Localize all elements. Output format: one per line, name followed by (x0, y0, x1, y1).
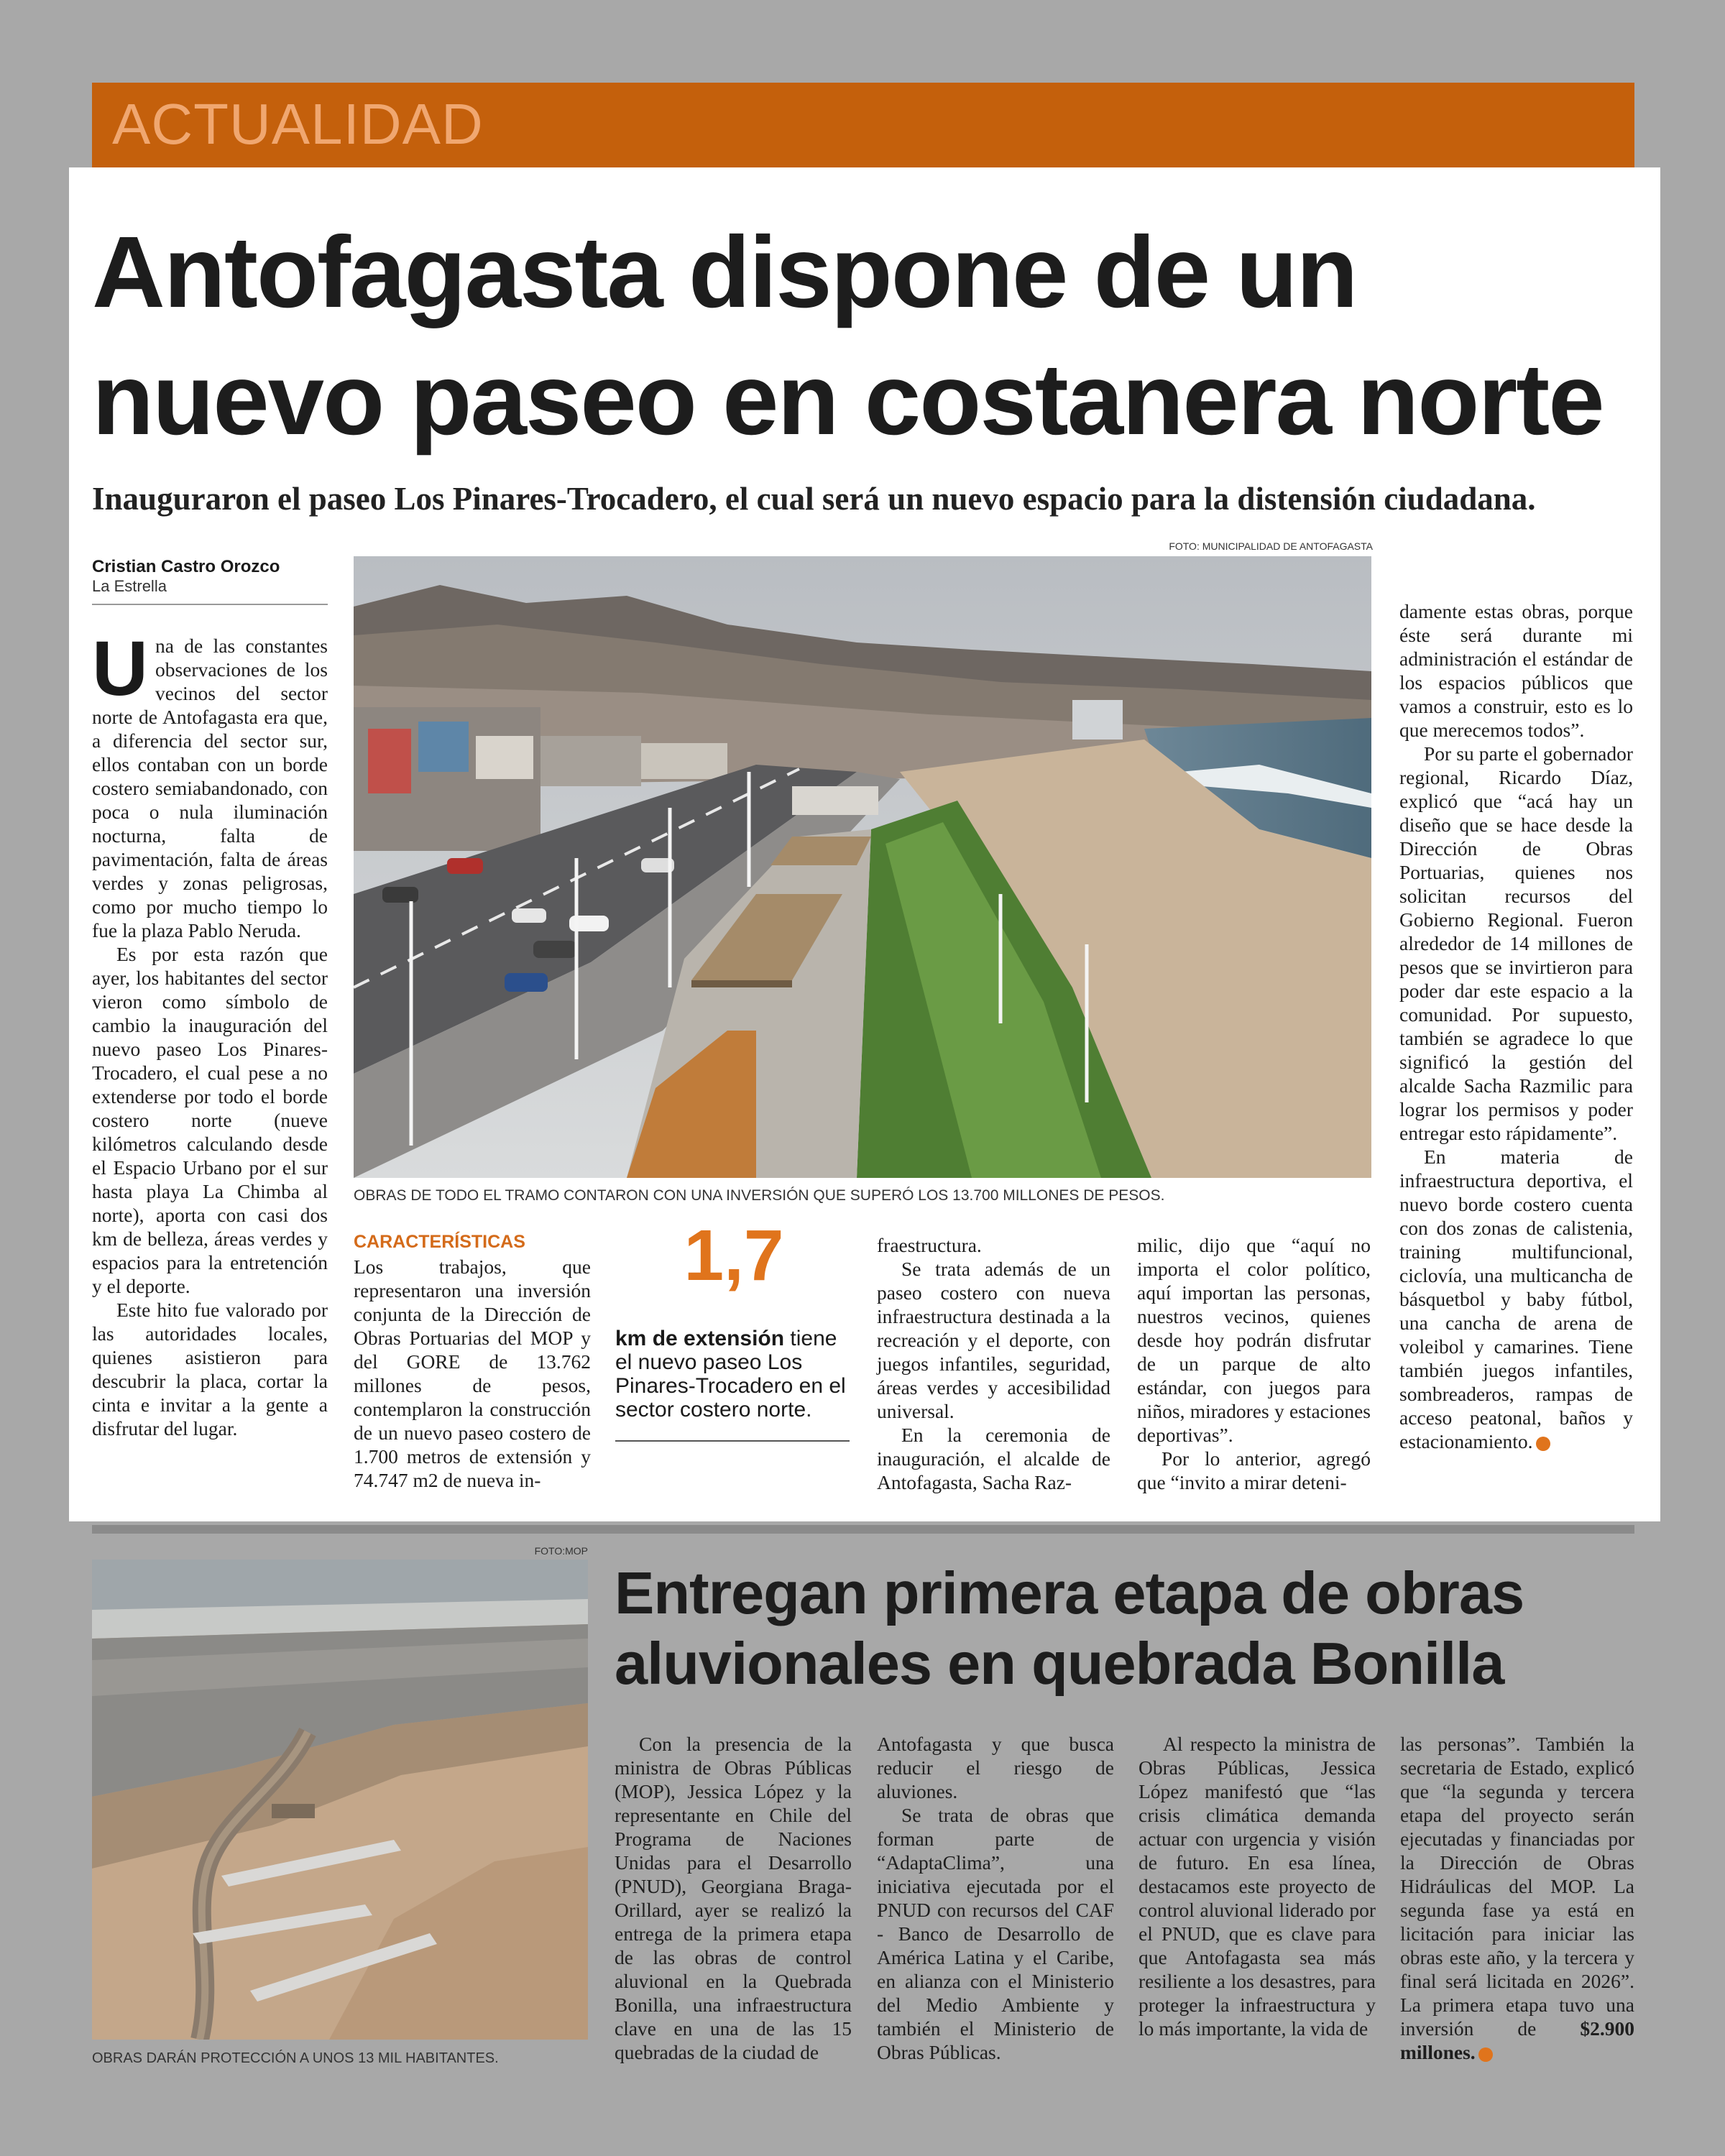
byline-author: Cristian Castro Orozco (92, 557, 280, 576)
article-headline: Antofagasta dispone de un nuevo paseo en costanera norte (92, 215, 1604, 456)
photo-caption: OBRAS DARÁN PROTECCIÓN A UNOS 13 MIL HABITANTES. (92, 2050, 499, 2066)
body-column-5 (1399, 599, 1633, 1453)
end-mark-icon (1478, 2047, 1493, 2062)
article-deck: Inauguraron el paseo Los Pinares-Trocadero, el cual será un nuevo espacio para la distensión ciudadana. (92, 481, 1536, 517)
body-column-3 (1138, 1732, 1376, 2040)
paragraph: damente estas obras, porque éste será durante mi administración el estándar de los espacios públicos que vamos a construir, esto es lo que merecemos todos”. (1399, 600, 1633, 741)
photo-credit: FOTO:MOP (534, 1545, 588, 1557)
promenade-photo (354, 556, 1371, 1178)
paragraph-bold-end: $2.900 millones. (1400, 2017, 1634, 2063)
stat-divider (615, 1440, 850, 1442)
paragraph: Al respecto la ministra de Obras Públicas, Jessica López manifestó que “las crisis climática demanda actuar con urgencia y visión de futuro. En esa línea, destacamos este proyecto de control aluvional liderado por el PNUD, que es clave para que Antofagasta sea más resiliente a los desastres, para proteger la infraestructura y lo más importante, la vida de (1138, 1733, 1376, 2040)
paragraph-text: las personas”. También la secretaria de Estado, explicó que “la segunda y tercera etapa del proyecto serán ejecutadas y financiadas por la Dirección de Obras Hidráulicas del MOP. La segunda fase ya está en licitación para iniciar las obras este año, y la tercera y final será licitada en 2026”. La primera etapa tuvo una inversión de (1400, 1733, 1634, 2040)
paragraph: Por su parte el gobernador regional, Ricardo Díaz, explicó que “acá hay un diseño que se hace desde la Dirección de Obras Portuarias, quienes nos solicitan recursos del Gobierno Regional. Fueron alrededor de 14 millones de pesos que se invirtieron para poder dar este espacio a la comunidad. Por supuesto, también se agradece lo que significó la gestión del alcalde Sacha Razmilic para lograr los permisos y poder entregar esto rápidamente”. (1399, 742, 1633, 1144)
paragraph: Por lo anterior, agregó que “invito a mirar deteni- (1137, 1447, 1371, 1493)
body-column-4 (1137, 1233, 1371, 1494)
stat-number: 1,7 (684, 1215, 784, 1296)
paragraph: na de las constantes observaciones de los vecinos del sector norte de Antofagasta era que, a diferencia del sector sur, ellos contaban con un borde costero semiabandonado, con poca o nula iluminación nocturna, falta de pavimentación, falta de áreas verdes y zonas peligrosas, como por mucho tiempo lo fue la plaza Pablo Neruda. (92, 635, 328, 941)
paragraph: En la ceremonia de inauguración, el alcalde de Antofagasta, Sacha Raz- (877, 1424, 1110, 1493)
paragraph: milic, dijo que “aquí no importa el color político, aquí importan las personas, nuestros vecinos, quienes desde hoy podrán disfrutar de un parque de alto estándar, con juegos para niños, miradores y estaciones deportivas”. (1137, 1234, 1371, 1446)
article-divider (92, 1525, 1634, 1534)
photo-caption: OBRAS DE TODO EL TRAMO CONTARON CON UNA INVERSIÓN QUE SUPERÓ LOS 13.700 MILLONES DE PESOS. (354, 1187, 1165, 1204)
body-column-4 (1400, 1732, 1634, 2064)
stat-label-text: tiene el nuevo paseo Los Pinares-Trocadero en el sector costero norte. (615, 1327, 846, 1422)
paragraph: Es por esta razón que ayer, los habitantes del sector vieron como símbolo de cambio la inauguración del nuevo paseo Los Pinares-Trocadero, el cual pese a no extenderse por todo el borde costero norte (nueve kilómetros calculando desde el Espacio Urbano por el sur hasta playa La Chimba al norte), aporta con casi dos km de belleza, áreas verdes y espacios para la entretención y el deporte. (92, 943, 328, 1297)
drop-cap: U (92, 625, 148, 711)
stat-description (615, 1327, 852, 1422)
byline-divider (92, 604, 328, 605)
paragraph-text: En materia de infraestructura deportiva, el nuevo borde costero cuenta con dos zonas de calistenia, training multifuncional, ciclovía, una multicancha de básquetbol y baby fútbol, una cancha de arena de voleibol y camarines. Tiene también juegos infantiles, sombreaderos, rampas de acceso peatonal, baños y estacionamiento. (1399, 1146, 1633, 1452)
body-column-2 (877, 1732, 1114, 2064)
paragraph: fraestructura. (877, 1234, 982, 1256)
byline-publication: La Estrella (92, 577, 167, 595)
body-column-3 (877, 1233, 1110, 1494)
paragraph (1399, 1145, 1633, 1453)
paragraph: Se trata además de un paseo costero con nueva infraestructura destinada a la recreación y el deporte, con juegos infantiles, seguridad, áreas verdes y accesibilidad universal. (877, 1258, 1110, 1422)
photo-credit: FOTO: MUNICIPALIDAD DE ANTOFAGASTA (1169, 540, 1373, 552)
body-column-1 (92, 625, 328, 1440)
article-headline: Entregan primera etapa de obras aluvionales en quebrada Bonilla (615, 1560, 1524, 1697)
paragraph (1400, 1732, 1634, 2064)
subheading-caracteristicas: CARACTERÍSTICAS (354, 1232, 525, 1252)
stat-label-bold: km de extensión (615, 1327, 785, 1350)
end-mark-icon (1536, 1437, 1550, 1451)
body-column-1 (615, 1732, 852, 2064)
section-bar (92, 83, 1634, 174)
paragraph: Se trata de obras que forman parte de “AdaptaClima”, una iniciativa ejecutada por el PNUD con recursos del CAF - Banco de Desarrollo de América Latina y el Caribe, en alianza con el Ministerio del Medio Ambiente y también el Ministerio de Obras Públicas. (877, 1804, 1114, 2063)
section-label: ACTUALIDAD (112, 92, 484, 156)
paragraph: Este hito fue valorado por las autoridades locales, quienes asistieron para descubrir la placa, cortar la cinta e invitar a la gente a disfrutar del lugar. (92, 1299, 328, 1439)
paragraph: Los trabajos, que representaron una inversión conjunta de la Dirección de Obras Portuarias del MOP y del GORE de 13.762 millones de pesos, contemplaron la construcción de un nuevo paseo costero de 1.700 metros de extensión y 74.747 m2 de nueva in- (354, 1256, 591, 1491)
quebrada-photo (92, 1560, 588, 2040)
paragraph: Antofagasta y que busca reducir el riesgo de aluviones. (877, 1733, 1114, 1802)
body-column-2 (354, 1255, 591, 1492)
paragraph: Con la presencia de la ministra de Obras Públicas (MOP), Jessica López y la representante en Chile del Programa de Naciones Unidas para el Desarrollo (PNUD), Georgiana Braga-Orillard, ayer se realizó la entrega de la primera etapa de las obras de control aluvional en la Quebrada Bonilla, una infraestructura clave en una de las 15 quebradas de la ciudad de (615, 1733, 852, 2063)
